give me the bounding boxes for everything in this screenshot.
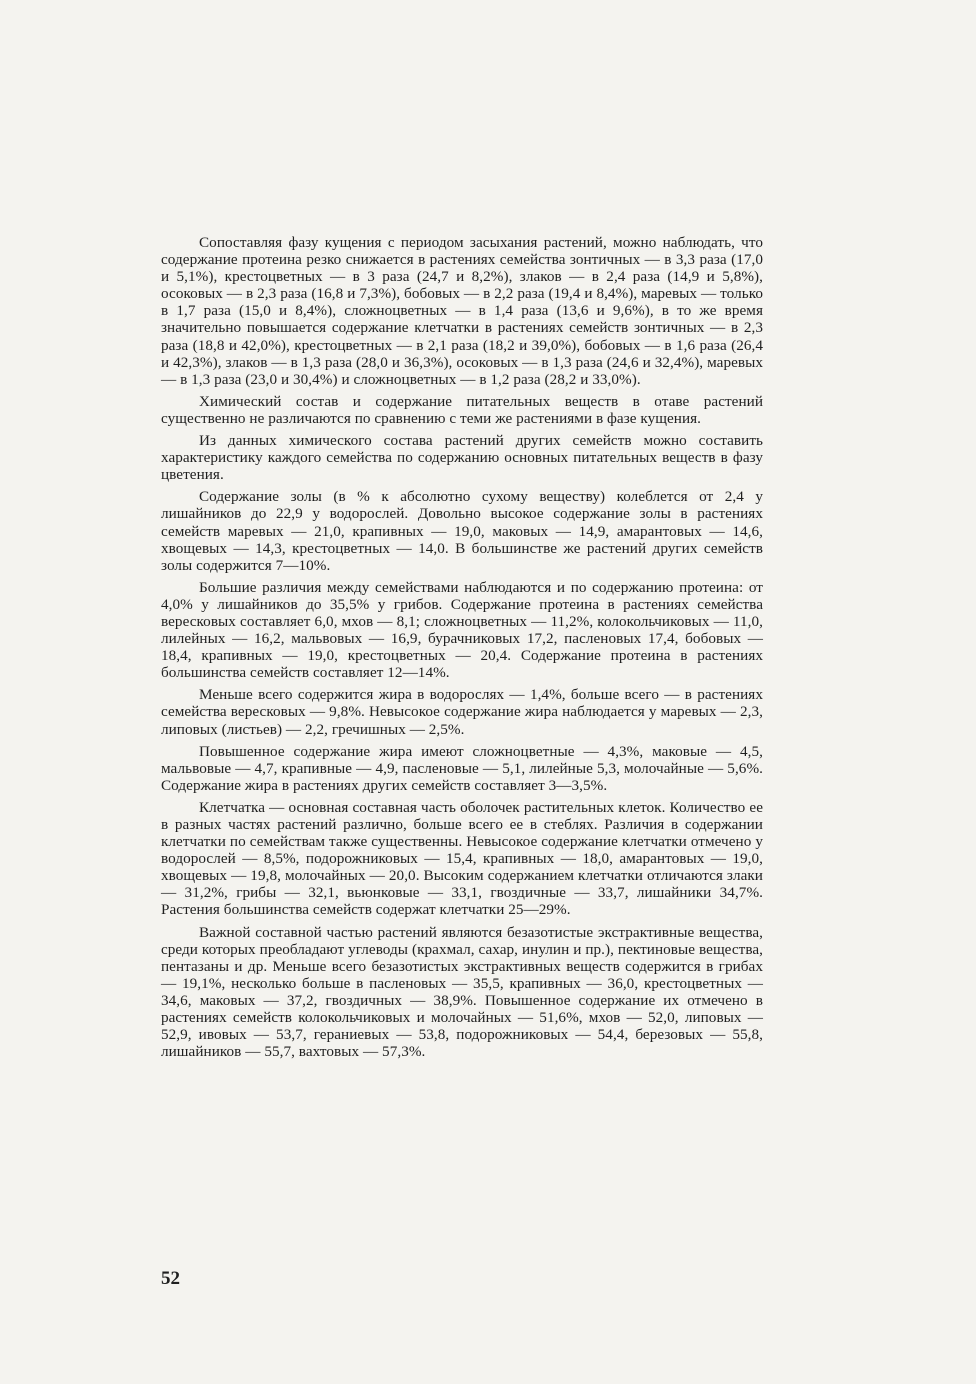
paragraph-family-characteristics: Из данных химического состава растений других семейств можно составить характеристику каждого семейства по содержанию основных питательных веществ в фазу цветения. <box>161 432 763 484</box>
body-text <box>161 234 763 1065</box>
paragraph-protein-content: Большие различия между семействами наблюдаются и по содержанию протеина: от 4,0% у лишайников до 35,5% у грибов. Содержание протеина в растениях семейства вересковых составляет 6,0, мхов — 8,1; сложноцветных — 11,2%, колокольчиковых — 11,0, лилейных — 16,2, мальвовых — 16,9, бурачниковых 17,2, пасленовых 17,4, бобовых — 18,4, крапивных — 19,0, крестоцветных — 20,4. Содержание протеина в растениях большинства семейств составляет 12—14%. <box>161 578 763 682</box>
paragraph-high-fat-content: Повышенное содержание жира имеют сложноцветные — 4,3%, маковые — 4,5, мальвовые — 4,7, крапивные — 4,9, пасленовые — 5,1, лилейные 5,3, молочайные — 5,6%. Содержание жира в растениях других семейств составляет 3—3,5%. <box>161 742 763 794</box>
paragraph-ash-content: Содержание золы (в % к абсолютно сухому веществу) колеблется от 2,4 у лишайников до 22,9 у водорослей. Довольно высокое содержание золы в растениях семейств маревых — 21,0, крапивных — 19,0, маковых — 14,9, амарантовых — 14,6, хвощевых — 14,3, крестоцветных — 14,0. В большинстве же растений других семейств золы содержится 7—10%. <box>161 488 763 574</box>
paragraph-protein-fiber-comparison: Сопоставляя фазу кущения с периодом засыхания растений, можно наблюдать, что содержание протеина резко снижается в растениях семейства зонтичных — в 3,3 раза (17,0 и 5,1%), крестоцветных — в 3 раза (24,7 и 8,2%), злаков — в 2,4 раза (14,9 и 5,8%), осоковых — в 2,3 раза (16,8 и 7,3%), бобовых — в 2,2 раза (19,4 и 8,4%), маревых — только в 1,7 раза (15,0 и 8,4%), сложноцветных — в 1,4 раза (13,6 и 9,6%), в то же время значительно повышается содержание клетчатки в растениях семейств зонтичных — в 2,3 раза (18,8 и 42,0%), крестоцветных — в 2,1 раза (18,2 и 39,0%), бобовых — в 1,6 раза (26,4 и 42,3%), злаков — в 1,3 раза (28,0 и 36,3%), осоковых — в 1,3 раза (24,6 и 32,4%), маревых — в 1,3 раза (23,0 и 30,4%) и сложноцветных — в 1,2 раза (28,2 и 33,0%). <box>161 234 763 388</box>
paragraph-fiber-content: Клетчатка — основная составная часть оболочек растительных клеток. Количество ее в разных частях растений различно, больше всего ее в стеблях. Различия в содержании клетчатки по семействам также существенны. Невысокое содержание клетчатки отмечено у водорослей — 8,5%, подорожниковых — 15,4, крапивных — 18,0, амарантовых — 19,0, хвощевых — 19,8, молочайных — 20,0. Высоким содержанием клетчатки отличаются злаки — 31,2%, грибы — 32,1, вьюнковые — 33,1, гвоздичные — 33,7, лишайники 34,7%. Растения большинства семейств содержат клетчатки 25—29%. <box>161 798 763 919</box>
paragraph-aftermath-composition: Химический состав и содержание питательных веществ в отаве растений существенно не различаются по сравнению с теми же растениями в фазе кущения. <box>161 392 763 427</box>
page-number: 52 <box>161 1268 180 1289</box>
paragraph-nitrogen-free-extract: Важной составной частью растений являются безазотистые экстрактивные вещества, среди которых преобладают углеводы (крахмал, сахар, инулин и пр.), пектиновые вещества, пентазаны и др. Меньше всего безазотистых экстрактивных веществ содержится в грибах — 19,1%, несколько больше в пасленовых — 35,5, крапивных — 36,0, крестоцветных — 34,6, маковых — 37,2, гвоздичных — 38,9%. Повышенное содержание их отмечено в растениях семейств колокольчиковых и молочайных — 51,6%, мхов — 52,0, липовых — 52,9, ивовых — 53,7, гераниевых — 53,8, подорожниковых — 54,4, березовых — 55,8, лишайников — 55,7, вахтовых — 57,3%. <box>161 923 763 1061</box>
paragraph-low-fat-content: Меньше всего содержится жира в водорослях — 1,4%, больше всего — в растениях семейства вересковых — 9,8%. Невысокое содержание жира наблюдается у маревых — 2,3, липовых (листьев) — 2,2, гречишных — 2,5%. <box>161 686 763 738</box>
